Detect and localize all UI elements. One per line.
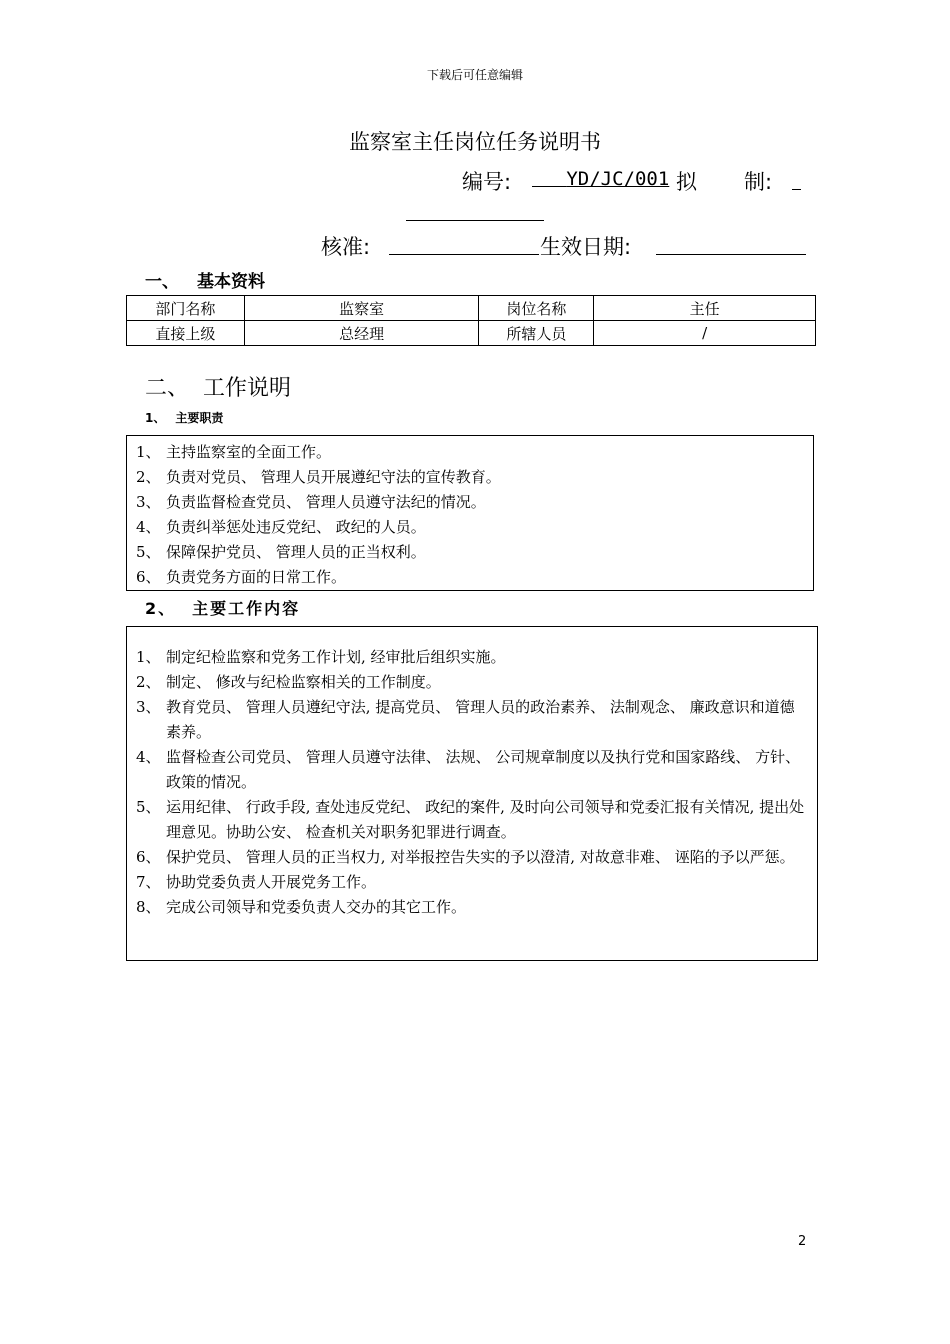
page-number: 2: [798, 1234, 807, 1249]
basic-info-table: [126, 295, 816, 346]
effective-blank: [656, 254, 806, 255]
list-item: 4、 监督检查公司党员、 管理人员遵守法律、 法规、 公司规章制度以及执行党和国家路线、 方针、 政策的情况。: [136, 748, 801, 791]
list-item: 4、 负责纠举惩处违反党纪、 政纪的人员。: [136, 518, 426, 536]
section1-heading: 一、 基本资料: [145, 272, 265, 292]
list-item: 1、 主持监察室的全面工作。: [136, 443, 332, 461]
effective-label: 生效日期:: [540, 235, 632, 259]
drafted-label-2: 制:: [744, 170, 773, 194]
duties-box: [126, 435, 814, 591]
table-cell: 主任: [594, 296, 816, 321]
drafted-label: 拟: [676, 170, 697, 194]
list-item: 8、 完成公司领导和党委负责人交办的其它工作。: [136, 898, 467, 916]
list-item: 1、 制定纪检监察和党务工作计划, 经审批后组织实施。: [136, 648, 506, 666]
subsection2-heading: 2、 主要工作内容: [145, 599, 301, 618]
drafted-blank-line: [406, 220, 544, 221]
list-item: 6、 保护党员、 管理人员的正当权力, 对举报控告失实的予以澄清, 对故意非难、 诬陷的予以严惩。: [136, 848, 795, 866]
table-cell: 岗位名称: [479, 296, 594, 321]
list-item: 6、 负责党务方面的日常工作。: [136, 568, 347, 586]
table-cell: 直接上级: [127, 321, 245, 346]
table-cell: 所辖人员: [479, 321, 594, 346]
document-title: 监察室主任岗位任务说明书: [349, 130, 601, 154]
table-cell: 监察室: [244, 296, 479, 321]
subsection1-heading: 1、 主要职责: [145, 411, 224, 425]
approve-label: 核准:: [321, 235, 371, 259]
list-item: 2、 制定、 修改与纪检监察相关的工作制度。: [136, 673, 441, 691]
table-row: [127, 296, 816, 321]
list-item: 2、 负责对党员、 管理人员开展遵纪守法的宣传教育。: [136, 468, 501, 486]
number-label: 编号:: [462, 170, 512, 194]
section2-heading: 二、 工作说明: [145, 376, 292, 401]
list-item: 3、 负责监督检查党员、 管理人员遵守法纪的情况。: [136, 493, 486, 511]
table-cell: 部门名称: [127, 296, 245, 321]
table-cell: /: [594, 321, 816, 346]
watermark-text: 下载后可任意编辑: [426, 68, 523, 82]
approve-blank: [389, 254, 539, 255]
table-row: [127, 321, 816, 346]
list-item: 7、 协助党委负责人开展党务工作。: [136, 873, 377, 891]
table-cell: 总经理: [244, 321, 479, 346]
number-value: YD/JC/001: [566, 168, 670, 190]
list-item: 3、 教育党员、 管理人员遵纪守法, 提高党员、 管理人员的政治素养、 法制观念、 廉政意识和道德素养。: [136, 698, 795, 741]
list-item: 5、 保障保护党员、 管理人员的正当权利。: [136, 543, 426, 561]
drafted-blank: [792, 189, 801, 190]
list-item: 5、 运用纪律、 行政手段, 查处违反党纪、 政纪的案件, 及时向公司领导和党委汇报有关情况, 提出处理意见。协助公安、 检查机关对职务犯罪进行调查。: [136, 798, 805, 841]
contents-box: [126, 626, 818, 961]
